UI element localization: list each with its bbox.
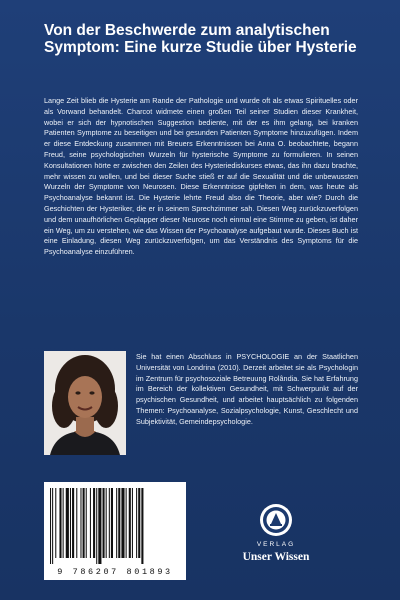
author-bio: Sie hat einen Abschluss in PSYCHOLOGIE an der Staatlichen Universität von Londrina (2010). Derzeit arbeitet sie als Psychologin im Zentrum für psychosoziale Betreuung Rolândia. Sie hat Erfahrung im Bereich der kollektiven Gesundheit, mit Schwerpunkt auf der psychischen Gesundheit, und arbeitet hauptsächlich zu folgenden Themen: Psychoanalyse, Sozialpsychologie, Kunst, Geschlecht und Subjektivität, Gemeindepsychologie. [136, 352, 358, 426]
barcode-bar [121, 488, 124, 558]
publisher-name: Unser Wissen [242, 551, 310, 563]
author-portrait-icon [44, 351, 126, 455]
barcode-bar [118, 488, 120, 558]
book-title: Von der Beschwerde zum analytischen Symptom: Eine kurze Studie über Hysterie [44, 22, 357, 56]
barcode-bar [126, 488, 127, 558]
barcode-bar [96, 488, 97, 564]
barcode-bar [141, 488, 143, 564]
barcode-bar [83, 488, 85, 558]
barcode-bar [111, 488, 113, 558]
barcode-bar [138, 488, 140, 558]
barcode-bar [109, 488, 110, 558]
barcode-bar [132, 488, 133, 558]
barcode-bar [98, 488, 101, 564]
barcode-bar [80, 488, 81, 558]
book-description: Lange Zeit blieb die Hysterie am Rande der Pathologie und wurde oft als etwas Spirituelles oder als Vorwand behandelt. Charcot widmete einen großen Teil seiner Studien dieser Krankheit, wobei er sich der hypnotischen Suggestion bediente, mit der es ihm gelang, bei kranken Patienten Symptome zu beseitigen und bei gesunden Patienten Symptome hinzuzufügen. Indem er diese Entdeckung zusammen mit Breuers Erkenntnissen bei Anna O. beobachtete, begann Freud, seine psychologischen Wurzeln für hysterische Symptome zu formulieren. In seinen Konsultationen hörte er zwischen den Zeilen des Hysteriediskurses etwas, das ihn dazu brachte, mehr wissen zu wollen, und bei dieser Suche stieß er auf die Sexualität und die unbewussten Wurzeln der Symptome von Neurosen. Diese Erkenntnisse gipfelten in dem, was heute als Psychoanalyse bekannt ist. Die Hysterie lehrte Freud also die Theorie, aber wie? Durch die Geschichten der Hysteriker, die er in seinem Sprechzimmer sah. Diesen Weg zurückzuverfolgen und dem unaufhörlichen Geplapper dieser Neurose noch einmal eine Stimme zu geben, ist daher ein Weg, um zu verstehen, wie das Wissen der Psychoanalyse aufgebaut wurde. Dieses Buch ist eine Einladung, diesen Weg zurückzuverfolgen, um das Verständnis des Symptoms für die Psychoanalyse einzuführen. [44, 96, 358, 257]
barcode-bar [70, 488, 71, 558]
barcode-bar [90, 488, 91, 558]
isbn-number: 9 786207 801893 [57, 567, 173, 577]
barcode-bar [106, 488, 107, 558]
barcode-bar [72, 488, 74, 558]
isbn-barcode [44, 482, 186, 580]
author-photo [44, 351, 126, 455]
barcode-bar [50, 488, 51, 564]
publisher-logo [221, 503, 331, 573]
barcode-bar [63, 488, 64, 558]
barcode-bar [55, 488, 56, 558]
publisher-verlag-label: VERLAG [256, 541, 296, 548]
barcode-bar [86, 488, 87, 558]
barcode-bar [93, 488, 95, 558]
barcode-bar [59, 488, 61, 558]
barcode-bar [136, 488, 137, 558]
unser-wissen-emblem-icon [259, 503, 293, 537]
barcode-bar [52, 488, 53, 564]
barcode-bar [103, 488, 105, 558]
barcode-bar [116, 488, 117, 558]
barcode-bar [129, 488, 131, 558]
barcode-bars [48, 488, 182, 564]
barcode-bar [76, 488, 77, 558]
barcode-bar [66, 488, 69, 558]
